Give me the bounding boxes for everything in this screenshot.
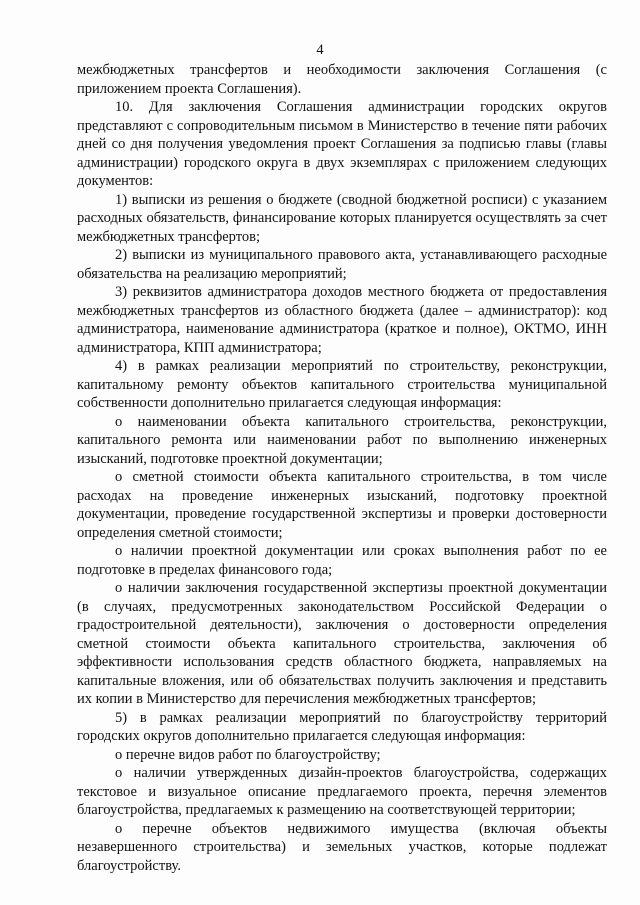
paragraph: о наименовании объекта капитального строительства, реконструкции, капитального ремонта или наименовании работ по выполнению инженерных изысканий, подготовке проектной документации; [77, 413, 607, 467]
paragraph: 4) в рамках реализации мероприятий по строительству, реконструкции, капитальному ремонту объектов капитального строительства муниципальной собственности дополнительно прилагается следующая информация: [77, 358, 607, 411]
document-body [77, 61, 607, 875]
paragraph: о сметной стоимости объекта капитального строительства, в том числе расходах на проведение инженерных изысканий, подготовку проектной документации, проведение государственной экспертизы и проверки достоверности определения сметной стоимости; [77, 469, 607, 541]
paragraph: о наличии утвержденных дизайн-проектов благоустройства, содержащих текстовое и визуальное описание предлагаемого проекта, перечня элементов благоустройства, предлагаемых к размещению на соответствующей территории; [77, 765, 607, 818]
paragraph: 1) выписки из решения о бюджете (сводной бюджетной росписи) с указанием расходных обязательств, финансирование которых планируется осуществлять за счет межбюджетных трансфертов; [77, 191, 607, 245]
paragraph: о перечне видов работ по благоустройству; [115, 746, 381, 763]
page-number: 4 [316, 42, 324, 58]
paragraph: 10. Для заключения Соглашения администрации городских округов представляют с сопроводительным письмом в Министерство в течение пяти рабочих дней со дня получения уведомления проект Соглашения за подписью главы (главы администрации) городского округа в двух экземплярах с приложением следующих документов: [77, 99, 607, 189]
paragraph: 5) в рамках реализации мероприятий по благоустройству территорий городских округов дополнительно прилагается следующая информация: [77, 709, 607, 744]
paragraph: о перечне объектов недвижимого имущества (включая объекты незавершенного строительства) и земельных участков, которые подлежат благоустройству. [77, 820, 607, 874]
paragraph: 3) реквизитов администратора доходов местного бюджета от предоставления межбюджетных трансфертов из областного бюджета (далее – администратор): код администратора, наименование администратора (краткое и полное), ОКТМО, ИНН администратора, КПП администратора; [77, 284, 607, 356]
paragraph: о наличии проектной документации или сроках выполнения работ по ее подготовке в пределах финансового года; [77, 543, 607, 578]
paragraph: 2) выписки из муниципального правового акта, устанавливающего расходные обязательства на реализацию мероприятий; [77, 247, 607, 282]
paragraph: о наличии заключения государственной экспертизы проектной документации (в случаях, предусмотренных законодательством Российской Федерации о градостроительной деятельности), заключения о достоверности определения сметной стоимости объекта капитального строительства, заключения об эффективности использования средств областного бюджета, направляемых на капитальные вложения, или об обязательствах получить заключения и представить их копии в Министерство для перечисления межбюджетных трансфертов; [77, 580, 607, 707]
paragraph: межбюджетных трансфертов и необходимости заключения Соглашения (с приложением проекта Соглашения). [77, 62, 607, 97]
